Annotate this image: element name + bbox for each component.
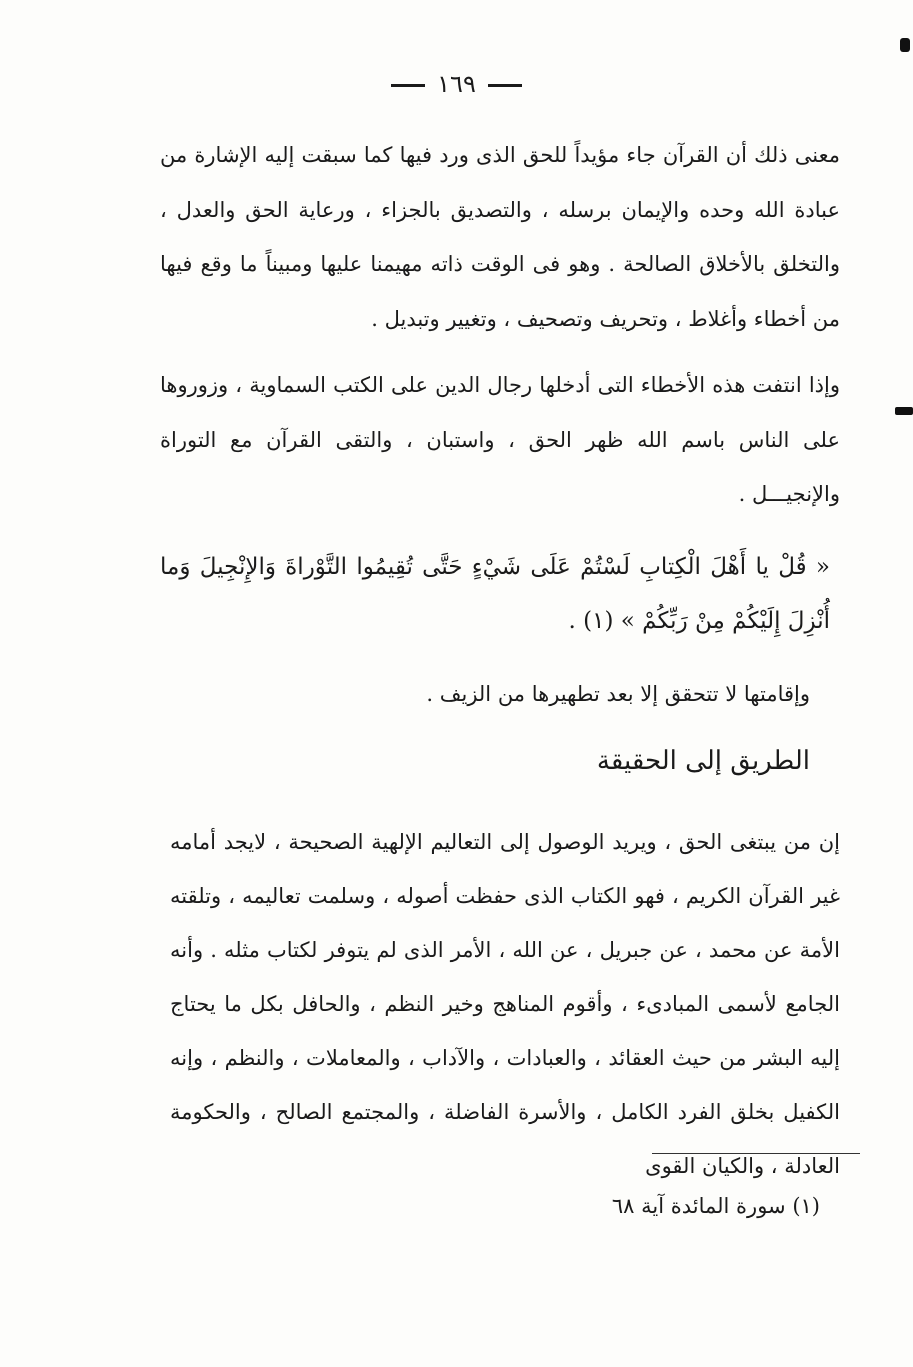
quran-quote: « قُلْ يا أَهْلَ الْكِتابِ لَسْتُمْ عَلَى شَيْءٍ حَتَّى تُقِيمُوا التَّوْراةَ وَالإِنْجِيلَ وَما أُنْزِلَ إِلَيْكُمْ مِنْ رَبِّكُمْ » (١) .: [160, 554, 830, 634]
page-number: [0, 70, 913, 98]
margin-ink-mark: [900, 38, 910, 52]
page-number-dash: [488, 84, 522, 87]
body-paragraph: وإذا انتفت هذه الأخطاء التى أدخلها رجال الدين على الكتب السماوية ، وزوروها على الناس باسم الله ظهر الحق ، واستبان ، والتقى القرآن مع التوراة والإنجيـــل .: [160, 373, 840, 506]
body-paragraph: إن من يبتغى الحق ، ويريد الوصول إلى التعاليم الإلهية الصحيحة ، لايجد أمامه غير القرآن الكريم ، فهو الكتاب الذى حفظت أصوله ، وسلمت تعاليمه ، وتلقته الأمة عن محمد ، عن جبريل ، عن الله ، الأمر الذى لم يتوفر لكتاب مثله . وأنه الجامع لأسمى المبادىء ، وأقوم المناهج وخير النظم ، والحافل بكل ما يحتاج إليه البشر من حيث العقائد ، والعبادات ، والآداب ، والمعاملات ، والنظم ، وإنه الكفيل بخلق الفرد الكامل ، والأسرة الفاضلة ، والمجتمع الصالح ، والحكومة العادلة ، والكيان القوى: [170, 830, 840, 1178]
page-number-text: ١٦٩: [437, 70, 476, 98]
body-paragraph: معنى ذلك أن القرآن جاء مؤيداً للحق الذى ورد فيها كما سبقت إليه الإشارة من عبادة الله وحده والإيمان برسله ، والتصديق بالجزاء ، ورعاية الحق والعدل ، والتخلق بالأخلاق الصالحة . وهو فى الوقت ذاته مهيمنا عليها ومبيناً ما وقع فيها من أخطاء وأغلاط ، وتحريف وتصحيف ، وتغيير وتبديل .: [160, 143, 840, 331]
margin-ink-mark: [895, 407, 913, 415]
footnote: (١) سورة المائدة آية ٦٨: [611, 1194, 820, 1218]
footnote-divider: [652, 1153, 860, 1154]
body-paragraph: وإقامتها لا تتحقق إلا بعد تطهيرها من الزيف .: [426, 682, 810, 706]
page-number-dash: [391, 84, 425, 87]
section-heading: الطريق إلى الحقيقة: [596, 746, 810, 776]
